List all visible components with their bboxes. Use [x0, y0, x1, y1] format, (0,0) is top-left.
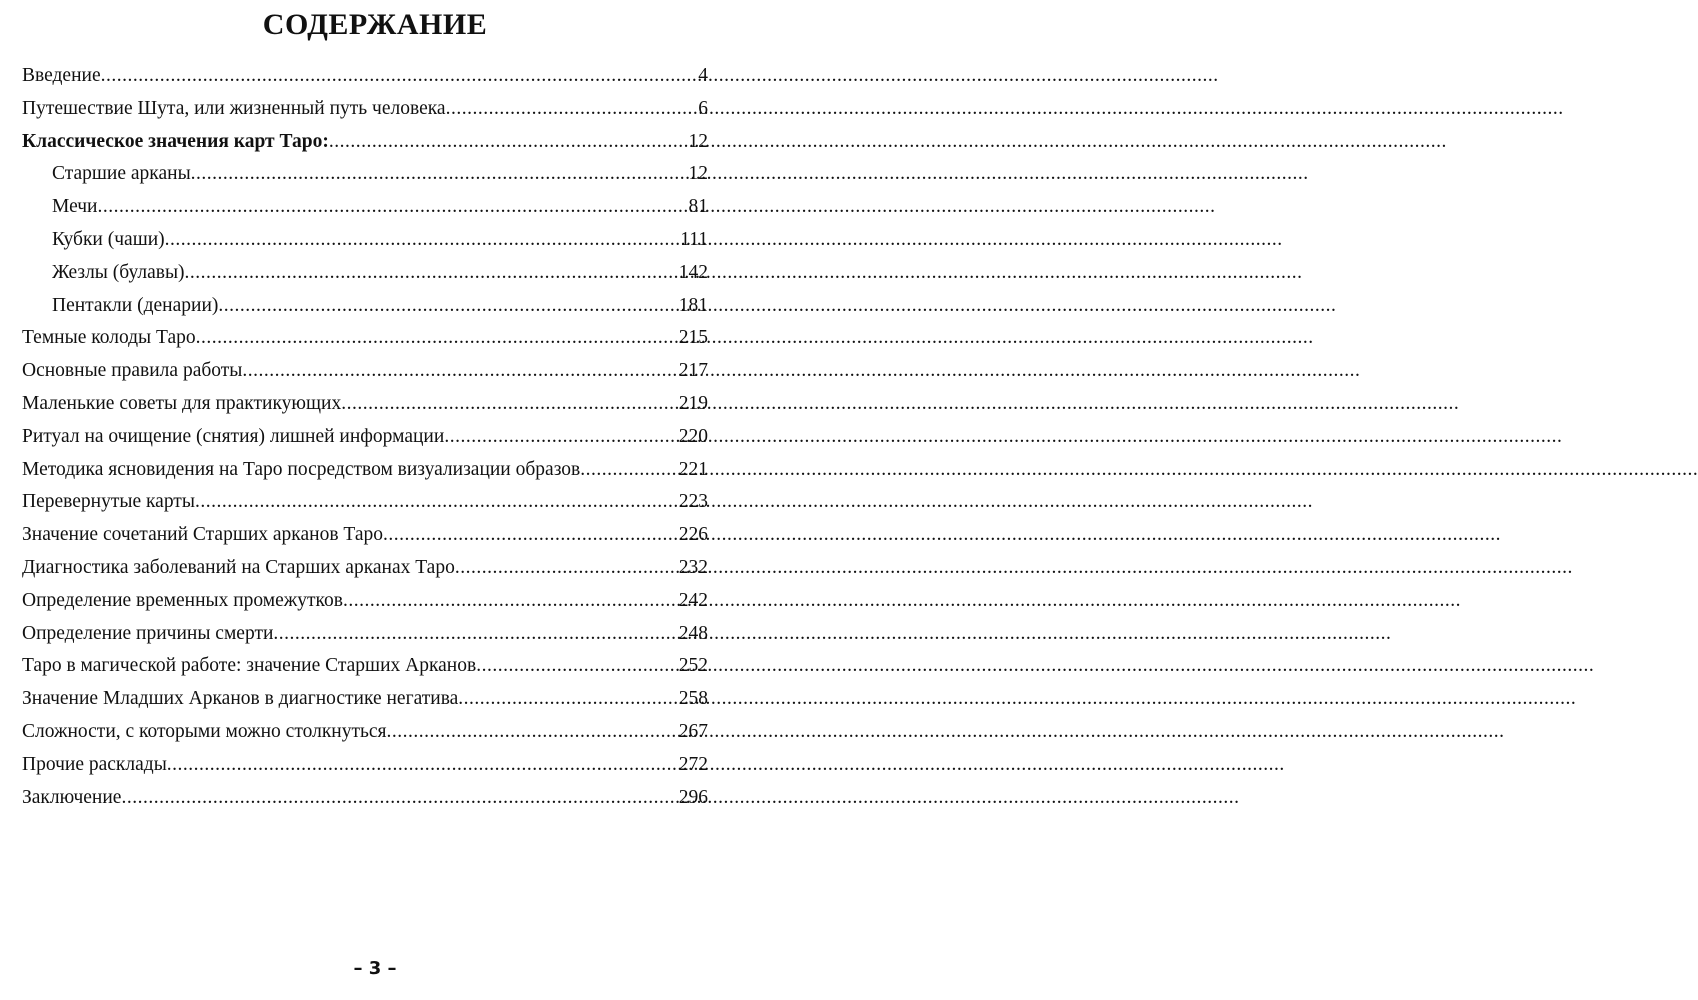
- toc-entry[interactable]: [22, 322, 708, 355]
- toc-entry-title: Перевернутые карты: [22, 491, 195, 513]
- dot-leader: [195, 486, 679, 519]
- toc-entry[interactable]: [22, 486, 708, 519]
- toc-entry-page: 232: [678, 556, 708, 578]
- toc-entry[interactable]: [22, 716, 708, 749]
- toc-entry[interactable]: [22, 421, 708, 454]
- dot-leader: [98, 191, 689, 224]
- document-page: [0, 0, 750, 1000]
- toc-entry-title: Определение временных промежутков: [22, 589, 343, 611]
- dot-leader: [273, 618, 678, 651]
- toc-entry-page: 221: [678, 458, 708, 480]
- toc-entry-page: 220: [678, 425, 708, 447]
- toc-entry-page: 267: [678, 720, 708, 742]
- toc-entry[interactable]: [22, 683, 708, 716]
- dot-leader: [167, 749, 679, 782]
- dot-leader: [444, 421, 678, 454]
- toc-entry-title: Старшие арканы: [52, 163, 191, 185]
- dot-leader: [383, 519, 679, 552]
- page-title: СОДЕРЖАНИЕ: [262, 8, 488, 41]
- dot-leader: [329, 126, 689, 159]
- toc-entry-page: 272: [678, 753, 708, 775]
- toc-entry[interactable]: [22, 60, 708, 93]
- toc-entry-page: 111: [680, 228, 708, 250]
- toc-entry-title: Темные колоды Таро: [22, 327, 196, 349]
- dot-leader: [446, 93, 699, 126]
- toc-entry[interactable]: [22, 782, 708, 815]
- toc-subentry[interactable]: [22, 290, 708, 323]
- toc-entry[interactable]: [22, 650, 708, 683]
- toc-entry-page: 12: [688, 163, 708, 185]
- toc-entry-title: Путешествие Шута, или жизненный путь человека: [22, 97, 446, 119]
- toc-entry-title: Значение сочетаний Старших арканов Таро: [22, 524, 383, 546]
- toc-subentry[interactable]: [22, 158, 708, 191]
- dot-leader: [196, 322, 679, 355]
- toc-entry-title: Значение Младших Арканов в диагностике негатива: [22, 688, 459, 710]
- toc-entry-title: Маленькие советы для практикующих: [22, 392, 342, 414]
- dot-leader: [165, 224, 681, 257]
- page-number: – 3 –: [353, 958, 397, 979]
- toc-entry-page: 219: [678, 392, 708, 414]
- toc-entry[interactable]: [22, 552, 708, 585]
- dot-leader: [341, 388, 679, 421]
- toc-entry-page: 296: [678, 786, 708, 808]
- toc-entry-title: Мечи: [52, 196, 98, 218]
- dot-leader: [343, 585, 679, 618]
- toc-entry-page: 12: [688, 130, 708, 152]
- dot-leader: [387, 716, 679, 749]
- dot-leader: [218, 290, 678, 323]
- toc-entry-title: Пентакли (денарии): [52, 294, 219, 316]
- toc-entry-title: Основные правила работы: [22, 360, 243, 382]
- dot-leader: [455, 552, 679, 585]
- toc-entry-page: 181: [678, 294, 708, 316]
- dot-leader: [185, 257, 679, 290]
- toc-entry-title: Прочие расклады: [22, 753, 167, 775]
- toc-entry-page: 6: [698, 97, 708, 119]
- toc-entry[interactable]: [22, 585, 708, 618]
- dot-leader: [121, 782, 678, 815]
- toc-entry-title: Жезлы (булавы): [52, 261, 185, 283]
- toc-entry[interactable]: [22, 618, 708, 651]
- toc-entry-title: Классическое значения карт Таро:: [22, 130, 329, 152]
- dot-leader: [580, 454, 679, 487]
- toc-entry-page: 4: [698, 65, 708, 86]
- dot-leader: [242, 355, 678, 388]
- dot-leader: [101, 60, 699, 93]
- toc-entry-page: 248: [678, 622, 708, 644]
- toc-entry-page: 258: [678, 688, 708, 710]
- toc-subentry[interactable]: [22, 191, 708, 224]
- toc-entry-title: Методика ясновидения на Таро посредством визуализации образов: [22, 458, 581, 480]
- dot-leader: [476, 650, 679, 683]
- toc-section-heading[interactable]: [22, 126, 708, 159]
- toc-entry-title: Ритуал на очищение (снятия) лишней информации: [22, 425, 445, 447]
- toc-entry[interactable]: [22, 519, 708, 552]
- toc-entry-page: 226: [678, 524, 708, 546]
- toc-entry-title: Кубки (чаши): [52, 228, 165, 250]
- dot-leader: [191, 158, 689, 191]
- toc-entry[interactable]: [22, 749, 708, 782]
- toc-entry-title: Определение причины смерти: [22, 622, 274, 644]
- toc-entry-page: 223: [678, 491, 708, 513]
- toc-entry[interactable]: [22, 93, 708, 126]
- toc-entry-page: 81: [688, 196, 708, 218]
- toc-entry-title: Сложности, с которыми можно столкнуться: [22, 720, 387, 742]
- toc-subentry[interactable]: [22, 257, 708, 290]
- toc-entry[interactable]: [22, 355, 708, 388]
- toc-entry-page: 215: [678, 327, 708, 349]
- toc-entry-title: Таро в магической работе: значение Старших Арканов: [22, 655, 477, 677]
- toc-subentry[interactable]: [22, 224, 708, 257]
- toc-entry-page: 142: [678, 261, 708, 283]
- toc-entry-title: Введение: [22, 65, 101, 86]
- toc-entry-page: 242: [678, 589, 708, 611]
- toc-entry-page: 217: [678, 360, 708, 382]
- toc-entry[interactable]: [22, 388, 708, 421]
- toc-entry[interactable]: [22, 454, 708, 487]
- dot-leader: [458, 683, 678, 716]
- toc-entry-page: 252: [678, 655, 708, 677]
- toc-entry-title: Диагностика заболеваний на Старших арканах Таро: [22, 556, 455, 578]
- table-of-contents: [22, 60, 708, 814]
- toc-entry-title: Заключение: [22, 786, 122, 808]
